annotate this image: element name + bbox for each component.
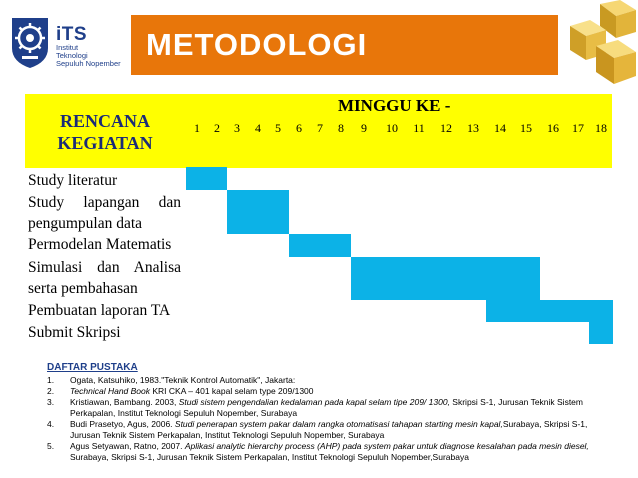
week-label: 7 [317,121,323,135]
gantt-bar-submit [589,322,613,344]
page-title: METODOLOGI [146,27,368,62]
reference-text: Technical Hand Book KRI CKA – 401 kapal selam type 209/1300 [70,386,314,396]
week-label: 9 [361,121,367,135]
week-label: 16 [547,121,559,135]
activity-label: Study literatur [28,172,118,189]
logo-subtitle: Institut Teknologi Sepuluh Nopember [56,43,121,68]
activity-label: Permodelan Matematis [28,236,172,253]
gantt-bar-study-literatur [186,167,227,190]
reference-text: Kristiawan, Bambang. 2003, Studi sistem pengendalian kedalaman pada kapal selam tipe 209/ 1300, Skripsi S-1, Jurusan Teknik Sistem Perkapalan, Institut Teknologi Sepuluh Nopember, Surabaya [70,397,583,418]
week-label: 10 [386,121,398,135]
reference-number: 3. [47,397,55,407]
activity-label: Pembuatan laporan TA [28,302,171,319]
week-label: 8 [338,121,344,135]
gantt-bar-simulasi [351,257,540,300]
week-label: 1 [194,121,200,135]
references-title: DAFTAR PUSTAKA [47,362,138,373]
reference-text: Ogata, Katsuhiko, 1983."Teknik Kontrol Automatik", Jakarta: [70,375,296,385]
reference-number: 5. [47,441,55,451]
logo-wordmark: iTS [56,24,88,45]
week-label: 18 [595,121,607,135]
week-label: 17 [572,121,584,135]
week-label: 2 [214,121,220,135]
week-label: 13 [467,121,479,135]
reference-number: 2. [47,386,55,396]
week-label: 6 [296,121,302,135]
week-label: 14 [494,121,506,135]
activity-label: Submit Skripsi [28,324,121,341]
gantt-bar-laporan [486,300,613,322]
reference-number: 1. [47,375,55,385]
reference-number: 4. [47,419,55,429]
activity-column-header: RENCANA KEGIATAN [57,111,153,153]
gold-cubes-icon [556,0,638,88]
weeks-column-header: MINGGU KE - [338,96,451,115]
week-label: 4 [255,121,261,135]
week-label: 12 [440,121,452,135]
week-label: 11 [413,121,425,135]
reference-text: Agus Setyawan, Ratno, 2007. Aplikasi analytic hierarchy process (AHP) pada system pakar untuk diagnose kesalahan pada mesin diesel, Surabaya, Skripsi S-1, Jurusan Teknik Sistem Perkapalan, Institut Teknologi Sepuluh Nopember,Surabaya [70,441,589,462]
week-label: 3 [234,121,240,135]
its-emblem-icon [8,14,52,70]
week-label: 5 [275,121,281,135]
reference-text: Budi Prasetyo, Agus, 2006. Studi penerapan system pakar dalam rangka otomatisasi tahapan starting mesin kapal,Surabaya, Skripsi S-1, Jurusan Teknik Sistem Perkapalan, Institut Teknologi Sepuluh Nopember, Surabaya [70,419,588,440]
week-label: 15 [520,121,532,135]
activity-label: Study lapangan dan pengumpulan data [28,194,181,232]
gantt-bar-study-lapangan [227,190,289,234]
activity-label: Simulasi dan Analisa serta pembahasan [28,259,181,297]
gantt-bar-permodelan [289,234,351,257]
